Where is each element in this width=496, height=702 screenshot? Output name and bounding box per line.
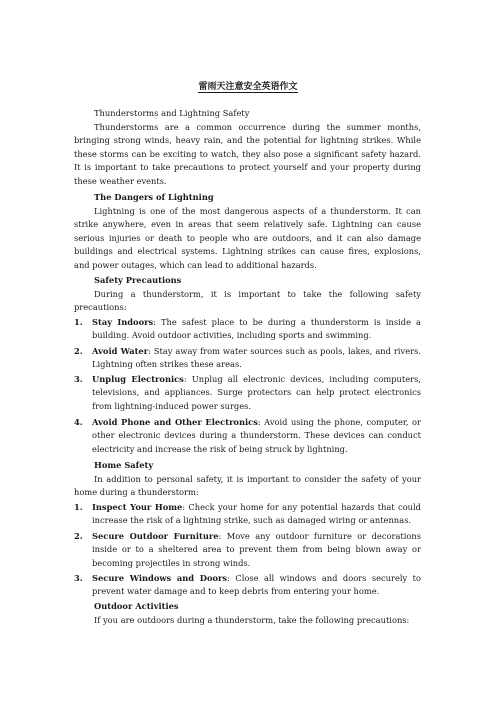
intro-paragraph: Thunderstorms are a common occurrence during the summer months, bringing strong winds, heavy rain, and the potential for lightning strikes. While these storms can be exciting to watch, they also pose a significant safety hazard. It is important to take precautions to protect yourself and your property during these weather events. <box>74 122 421 186</box>
section-heading-home-safety: Home Safety <box>94 460 154 470</box>
list-item <box>74 501 421 528</box>
list-item-text: : Unplug all electronic devices, including computers, televisions, and appliances. Surge protectors can help protect electronics from lightning-induced power surges. <box>92 374 421 411</box>
list-item-term: Secure Outdoor Furniture <box>92 531 219 541</box>
list-item <box>74 345 421 372</box>
list-item <box>74 373 421 413</box>
list-item-term: Unplug Electronics <box>92 374 184 384</box>
list-item-term: Stay Indoors <box>92 317 154 327</box>
list-item-term: Secure Windows and Doors <box>92 573 228 583</box>
list-item-number: 3. <box>74 573 83 583</box>
home-safety-paragraph: In addition to personal safety, it is important to consider the safety of your home during a thunderstorm: <box>74 474 421 498</box>
section-heading-outdoor-activities: Outdoor Activities <box>94 601 179 611</box>
section-heading-precautions: Safety Precautions <box>94 275 182 285</box>
list-item-text: : Close all windows and doors securely to prevent water damage and to keep debris from entering your home. <box>92 573 421 597</box>
document-title <box>0 81 496 93</box>
precautions-paragraph: During a thunderstorm, it is important to take the following safety precautions: <box>74 289 421 313</box>
list-item-term: Inspect Your Home <box>92 502 183 512</box>
outdoor-activities-paragraph: If you are outdoors during a thunderstorm, take the following precautions: <box>94 615 410 625</box>
list-item <box>74 530 421 570</box>
list-item-number: 1. <box>74 502 83 512</box>
dangers-paragraph: Lightning is one of the most dangerous aspects of a thunderstorm. It can strike anywhere, even in areas that seem relatively safe. Lightning can cause serious injuries or death to people who are outdoors, and it can also damage buildings and electrical systems. Lightning strikes can cause fires, explosions, and power outages, which can lead to additional hazards. <box>74 206 421 270</box>
section-heading-dangers: The Dangers of Lightning <box>94 192 214 202</box>
list-item-text: : The safest place to be during a thunderstorm is inside a building. Avoid outdoor activities, including sports and swimming. <box>92 317 421 341</box>
list-item-number: 2. <box>74 346 83 356</box>
list-item-text: : Check your home for any potential hazards that could increase the risk of a lightning strike, such as damaged wiring or antennas. <box>92 502 421 526</box>
list-item-term: Avoid Water <box>92 346 149 356</box>
list-item <box>74 316 421 343</box>
list-item-number: 2. <box>74 531 83 541</box>
list-item-term: Avoid Phone and Other Electronics <box>92 417 258 427</box>
list-item-text: : Avoid using the phone, computer, or other electronic devices during a thunderstorm. These devices can conduct electricity and increase the risk of being struck by lightning. <box>92 417 422 454</box>
list-item <box>74 572 421 599</box>
list-item-text: : Move any outdoor furniture or decorations inside or to a sheltered area to prevent them from being blown away or becoming projectiles in strong winds. <box>92 531 421 568</box>
intro-title: Thunderstorms and Lightning Safety <box>94 108 250 118</box>
list-item-number: 3. <box>74 374 83 384</box>
list-item-number: 4. <box>74 417 83 427</box>
list-item-number: 1. <box>74 317 83 327</box>
document-title-text: 雷雨天注意安全英语作文 <box>198 82 298 92</box>
list-item <box>74 416 421 456</box>
list-item-text: : Stay away from water sources such as pools, lakes, and rivers. Lightning often strikes these areas. <box>92 346 421 370</box>
